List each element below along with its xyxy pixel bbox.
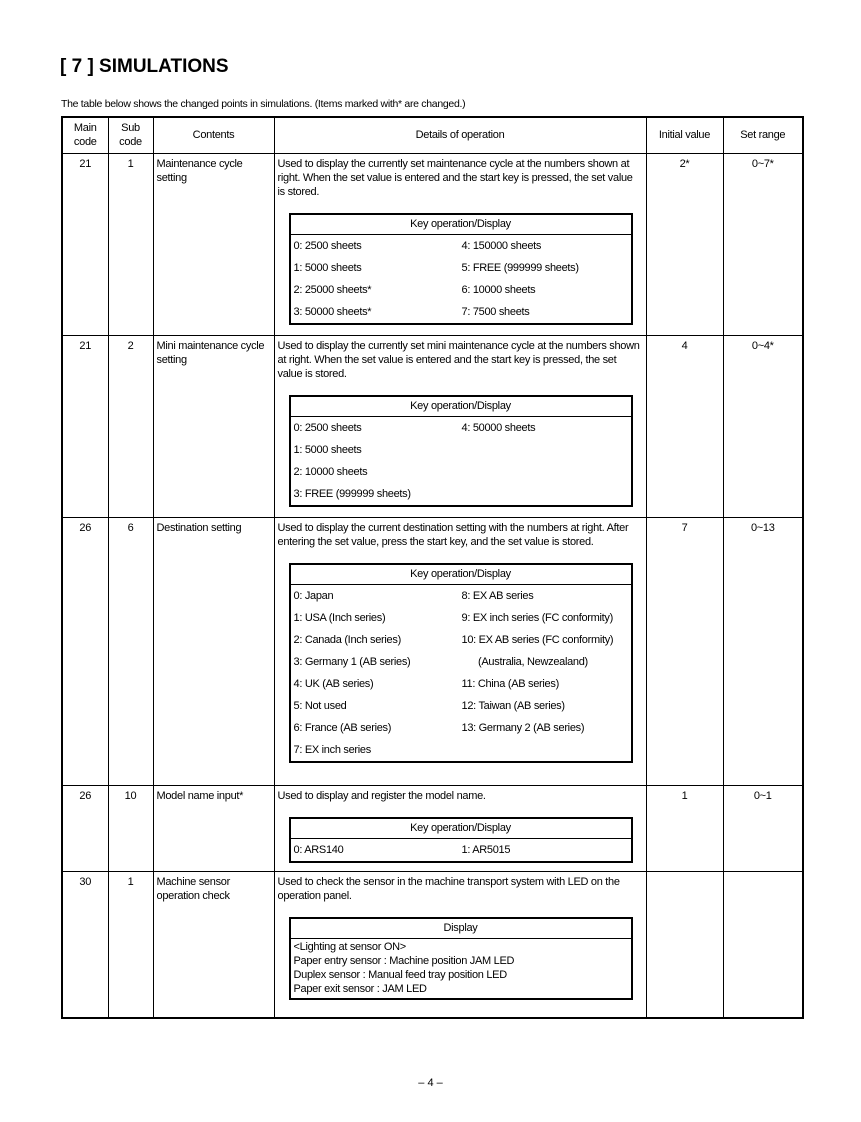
contents: Model name input* (153, 785, 274, 871)
key-operation-box (289, 395, 633, 507)
sub-code: 1 (108, 153, 153, 335)
key-operation-box (289, 917, 633, 1000)
initial-value: 2* (646, 153, 723, 335)
key-option: 7: 7500 sheets (461, 305, 530, 318)
display-line: Paper entry sensor : Machine position JAM LED (293, 954, 515, 967)
table-row (62, 785, 803, 871)
header-contents: Contents (153, 117, 274, 153)
header-details: Details of operation (274, 117, 646, 153)
header-initial-value: Initial value (646, 117, 723, 153)
display-line: <Lighting at sensor ON> (293, 940, 406, 953)
key-option: 13: Germany 2 (AB series) (461, 721, 585, 734)
page-number: – 4 – (418, 1077, 443, 1089)
intro-text: The table below shows the changed points in simulations. (Items marked with* are changed.) (61, 98, 466, 110)
sub-code: 6 (108, 517, 153, 785)
key-operation-box (289, 213, 633, 325)
initial-value: 4 (646, 335, 723, 517)
key-option: 3: Germany 1 (AB series) (293, 655, 411, 668)
key-option: 6: France (AB series) (293, 721, 392, 734)
main-code: 21 (62, 153, 108, 335)
set-range: 0~7* (723, 153, 803, 335)
table-header-row (62, 117, 803, 153)
set-range (723, 871, 803, 1018)
key-option: (Australia, Newzealand) (461, 655, 588, 668)
table-row (62, 871, 803, 1018)
key-option: 4: UK (AB series) (293, 677, 374, 690)
details-cell (274, 335, 646, 517)
contents: Mini maintenance cycle setting (153, 335, 274, 517)
key-option (462, 739, 628, 761)
key-operation-box (289, 563, 633, 763)
header-main-code: Main code (62, 117, 108, 153)
key-option: 0: 2500 sheets (293, 239, 362, 252)
key-option: 1: USA (Inch series) (293, 611, 386, 624)
key-option: 11: China (AB series) (461, 677, 559, 690)
details-text: Used to display the currently set mini maintenance cycle at the numbers shown at right. When the set value is entered and the start key is pressed, the set value is stored. (277, 339, 640, 380)
contents: Destination setting (153, 517, 274, 785)
main-code: 30 (62, 871, 108, 1018)
box-title: Key operation/Display (291, 819, 631, 839)
table-row (62, 153, 803, 335)
main-code: 21 (62, 335, 108, 517)
header-sub-code: Sub code (108, 117, 153, 153)
sub-code: 2 (108, 335, 153, 517)
key-option: 9: EX inch series (FC conformity) (461, 611, 613, 624)
key-option: 3: 50000 sheets* (293, 305, 372, 318)
key-operation-box (289, 817, 633, 863)
main-code: 26 (62, 517, 108, 785)
key-option: 0: 2500 sheets (293, 421, 362, 434)
key-option: 0: ARS140 (293, 843, 344, 856)
set-range: 0~4* (723, 335, 803, 517)
key-option: 5: Not used (293, 699, 347, 712)
key-option: 4: 50000 sheets (461, 421, 536, 434)
key-option: 12: Taiwan (AB series) (461, 699, 565, 712)
key-option: 3: FREE (999999 sheets) (293, 487, 411, 500)
details-text: Used to display the current destination setting with the numbers at right. After entering the set value, press the start key, and the set value is stored. (277, 521, 629, 548)
set-range: 0~13 (723, 517, 803, 785)
main-code: 26 (62, 785, 108, 871)
details-cell (274, 785, 646, 871)
details-text: Used to display the currently set maintenance cycle at the numbers shown at right. When the set value is entered and the start key is pressed, the set value is stored. (277, 157, 633, 198)
box-title: Key operation/Display (291, 215, 631, 235)
contents: Maintenance cycle setting (153, 153, 274, 335)
key-option: 10: EX AB series (FC conformity) (461, 633, 614, 646)
display-line: Paper exit sensor : JAM LED (293, 982, 427, 995)
key-option: 2: Canada (Inch series) (293, 633, 401, 646)
box-title: Key operation/Display (291, 565, 631, 585)
box-title: Key operation/Display (291, 397, 631, 417)
key-option: 1: AR5015 (461, 843, 511, 856)
table-row (62, 517, 803, 785)
key-option: 1: 5000 sheets (293, 261, 362, 274)
box-title: Display (291, 919, 631, 939)
key-option: 5: FREE (999999 sheets) (461, 261, 579, 274)
key-option (462, 483, 628, 505)
sub-code: 10 (108, 785, 153, 871)
details-cell (274, 153, 646, 335)
set-range: 0~1 (723, 785, 803, 871)
key-option: 2: 10000 sheets (293, 465, 368, 478)
key-option (462, 439, 628, 461)
key-option: 2: 25000 sheets* (293, 283, 372, 296)
details-text: Used to check the sensor in the machine transport system with LED on the operation panel. (277, 875, 620, 902)
key-option: 7: EX inch series (293, 743, 371, 756)
key-option: 6: 10000 sheets (461, 283, 536, 296)
initial-value (646, 871, 723, 1018)
key-option: 1: 5000 sheets (293, 443, 362, 456)
details-cell (274, 871, 646, 1018)
initial-value: 7 (646, 517, 723, 785)
header-set-range: Set range (723, 117, 803, 153)
details-text: Used to display and register the model name. (277, 789, 486, 802)
contents: Machine sensor operation check (153, 871, 274, 1018)
simulations-table (61, 116, 804, 1019)
initial-value: 1 (646, 785, 723, 871)
key-option: 8: EX AB series (461, 589, 534, 602)
display-line: Duplex sensor : Manual feed tray position LED (293, 968, 507, 981)
key-option: 4: 150000 sheets (461, 239, 542, 252)
table-row (62, 335, 803, 517)
sub-code: 1 (108, 871, 153, 1018)
key-option: 0: Japan (293, 589, 334, 602)
details-cell (274, 517, 646, 785)
key-option (462, 461, 628, 483)
section-title: [ 7 ] SIMULATIONS (60, 56, 229, 77)
